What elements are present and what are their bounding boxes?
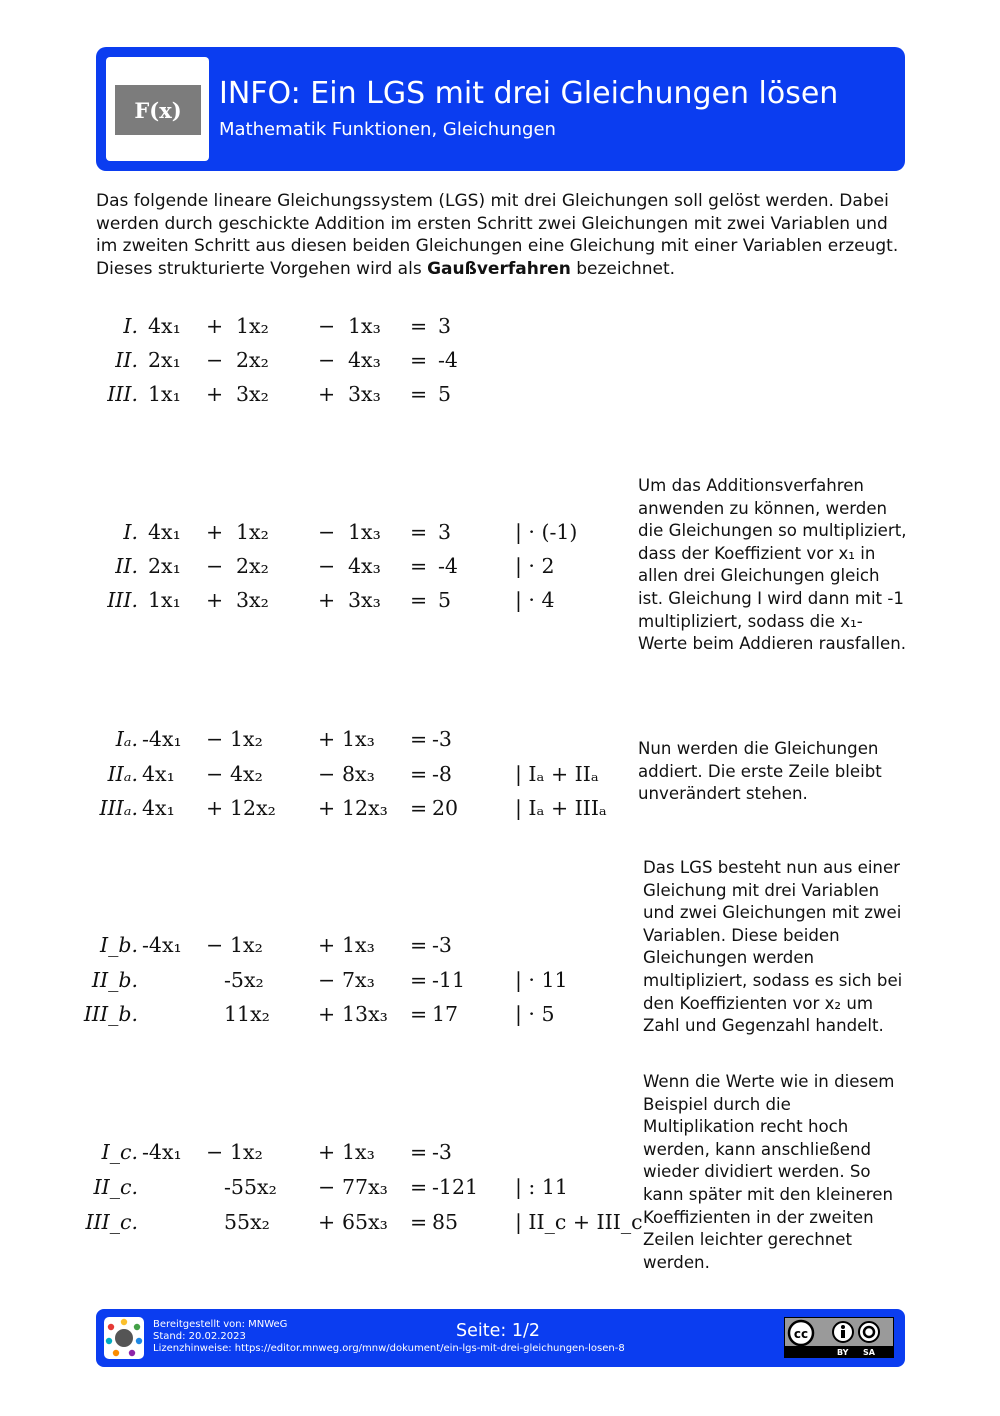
equation-label: I_b. bbox=[100, 933, 138, 957]
equation-label: II_c. bbox=[93, 1175, 138, 1199]
footer-provider: Bereitgestellt von: MNWeG bbox=[153, 1319, 288, 1330]
row-operation: | · (-1) bbox=[515, 520, 578, 544]
operator: − bbox=[206, 727, 224, 751]
equals-sign: = bbox=[410, 1002, 428, 1026]
term-x2: 1x₂ bbox=[236, 520, 269, 544]
equation-label: I. bbox=[123, 314, 138, 338]
term-x2: 2x₂ bbox=[236, 554, 269, 578]
equals-sign: = bbox=[410, 314, 428, 338]
row-operation: | Iₐ + IIₐ bbox=[515, 761, 599, 786]
term-x3: 3x₃ bbox=[348, 382, 381, 406]
equals-sign: = bbox=[410, 554, 428, 578]
right-hand-side: 3 bbox=[438, 520, 452, 544]
right-hand-side: 85 bbox=[432, 1210, 459, 1234]
equation-label: I_c. bbox=[101, 1140, 138, 1164]
operator: + bbox=[318, 1002, 336, 1026]
term-x2: 2x₂ bbox=[236, 348, 269, 372]
operator: − bbox=[318, 520, 336, 544]
operator: − bbox=[318, 314, 336, 338]
equation-label: III_b. bbox=[83, 1002, 138, 1026]
term-x1: 4x₁ bbox=[148, 314, 181, 338]
equation-label: III. bbox=[107, 382, 138, 406]
operator: + bbox=[206, 796, 224, 820]
operator: − bbox=[206, 1140, 224, 1164]
operator: − bbox=[318, 967, 336, 992]
equation-label: II_b. bbox=[91, 967, 138, 992]
explanation-note: Das LGS besteht nun aus einer Gleichung mit drei Variablen und zwei Gleichungen mit zwei Variablen. Diese beiden Gleichungen werden multipliziert, sodass es sich bei den Koeffizienten vor x₂ um Zahl und Gegenzahl handelt. bbox=[643, 858, 903, 1036]
term-x2: 11x₂ bbox=[224, 1002, 270, 1026]
row-operation: | : 11 bbox=[515, 1175, 568, 1199]
term-x3: 4x₃ bbox=[348, 554, 381, 578]
term-x3: 1x₃ bbox=[342, 727, 375, 751]
function-logo-icon: F(x) bbox=[115, 85, 201, 135]
equals-sign: = bbox=[410, 382, 428, 406]
term-x3: 8x₃ bbox=[342, 761, 375, 786]
term-x1: -4x₁ bbox=[142, 727, 182, 751]
term-x3: 12x₃ bbox=[342, 796, 388, 820]
footer-date: Stand: 20.02.2023 bbox=[153, 1331, 246, 1342]
right-hand-side: 3 bbox=[438, 314, 452, 338]
page-subtitle: Mathematik Funktionen, Gleichungen bbox=[219, 119, 556, 140]
term-x2: 12x₂ bbox=[230, 796, 276, 820]
term-x1: -4x₁ bbox=[142, 933, 182, 957]
equals-sign: = bbox=[410, 761, 428, 786]
term-x2: 1x₂ bbox=[230, 1140, 263, 1164]
intro-paragraph: Das folgende lineare Gleichungssystem (LGS) mit drei Gleichungen soll gelöst werden. Dabei werden durch geschickte Addition im ersten Schritt zwei Gleichungen mit zwei Variablen und im zweiten Schritt aus diesen beiden Gleichungen eine Gleichung mit einer Variablen erzeugt. Dieses strukturierte Vorgehen wird als Gaußverfahren bezeichnet. bbox=[96, 191, 899, 279]
row-operation: | Iₐ + IIIₐ bbox=[515, 796, 607, 820]
operator: − bbox=[206, 761, 224, 786]
term-x1: 1x₁ bbox=[148, 382, 181, 406]
term-x1: 1x₁ bbox=[148, 588, 181, 612]
equation-label: III. bbox=[107, 588, 138, 612]
term-x3: 1x₃ bbox=[342, 933, 375, 957]
footer-bar bbox=[96, 1309, 905, 1367]
gauss-term: Gaußverfahren bbox=[427, 258, 571, 279]
right-hand-side: -4 bbox=[438, 554, 458, 578]
equals-sign: = bbox=[410, 967, 428, 992]
operator: + bbox=[206, 588, 224, 612]
operator: + bbox=[318, 382, 336, 406]
equation-label: III_c. bbox=[85, 1210, 138, 1234]
operator: − bbox=[318, 554, 336, 578]
term-x2: 4x₂ bbox=[230, 761, 263, 786]
right-hand-side: -121 bbox=[432, 1175, 479, 1199]
operator: − bbox=[318, 1175, 336, 1199]
term-x3: 77x₃ bbox=[342, 1175, 388, 1199]
operator: + bbox=[206, 520, 224, 544]
term-x1: 2x₁ bbox=[148, 348, 181, 372]
page-number: Seite: 1/2 bbox=[456, 1321, 540, 1341]
right-hand-side: -11 bbox=[432, 967, 466, 992]
operator: + bbox=[318, 933, 336, 957]
row-operation: | · 2 bbox=[515, 554, 555, 578]
right-hand-side: -4 bbox=[438, 348, 458, 372]
equation-label: II. bbox=[115, 554, 138, 578]
term-x3: 1x₃ bbox=[348, 520, 381, 544]
equals-sign: = bbox=[410, 520, 428, 544]
right-hand-side: 17 bbox=[432, 1002, 459, 1026]
right-hand-side: -8 bbox=[432, 761, 452, 786]
term-x1: 4x₁ bbox=[142, 761, 175, 786]
explanation-note: Nun werden die Gleichungen addiert. Die erste Zeile bleibt unverändert stehen. bbox=[638, 739, 882, 804]
equation-label: II. bbox=[115, 348, 138, 372]
right-hand-side: -3 bbox=[432, 727, 452, 751]
svg-text:cc: cc bbox=[793, 1327, 809, 1341]
equals-sign: = bbox=[410, 1175, 428, 1199]
right-hand-side: -3 bbox=[432, 1140, 452, 1164]
equals-sign: = bbox=[410, 933, 428, 957]
operator: − bbox=[318, 348, 336, 372]
term-x2: 1x₂ bbox=[236, 314, 269, 338]
equation-label: I. bbox=[123, 520, 138, 544]
equation-label: IIIₐ. bbox=[99, 796, 138, 820]
explanation-note: Wenn die Werte wie in diesem Beispiel durch die Multiplikation recht hoch werden, kann anschließend wieder dividiert werden. So kann später mit den kleineren Koeffizienten in der zweiten Zeilen leichter gerechnet werden. bbox=[643, 1072, 895, 1272]
cc-by-sa-badge[interactable]: cc BY SA bbox=[784, 1317, 894, 1358]
equation-label: Iₐ. bbox=[115, 727, 138, 751]
explanation-note: Um das Additionsverfahren anwenden zu können, werden die Gleichungen so multipliziert, dass der Koeffizient vor x₁ in allen drei Gleichungen gleich ist. Gleichung I wird dann mit -1 multipliziert, sodass die x₁-Werte beim Addieren rausfallen. bbox=[638, 476, 907, 654]
equals-sign: = bbox=[410, 796, 428, 820]
operator: − bbox=[318, 761, 336, 786]
term-x3: 3x₃ bbox=[348, 588, 381, 612]
equals-sign: = bbox=[410, 588, 428, 612]
operator: + bbox=[318, 1210, 336, 1234]
operator: + bbox=[206, 314, 224, 338]
term-x2: -55x₂ bbox=[224, 1175, 277, 1199]
term-x1: 2x₁ bbox=[148, 554, 181, 578]
term-x2: 55x₂ bbox=[224, 1210, 270, 1234]
equals-sign: = bbox=[410, 1210, 428, 1234]
footer-license-link[interactable]: Lizenzhinweise: https://editor.mnweg.org/mnw/dokument/ein-lgs-mit-drei-gleichungen-losen-8 bbox=[153, 1343, 625, 1354]
row-operation: | · 5 bbox=[515, 1002, 555, 1026]
operator: − bbox=[206, 554, 224, 578]
equation-label: IIₐ. bbox=[107, 761, 138, 786]
term-x1: 4x₁ bbox=[148, 520, 181, 544]
mnweg-logo-icon bbox=[104, 1317, 144, 1359]
term-x3: 1x₃ bbox=[342, 1140, 375, 1164]
term-x3: 1x₃ bbox=[348, 314, 381, 338]
footer-info bbox=[153, 1319, 625, 1355]
header-banner bbox=[96, 47, 905, 171]
operator: − bbox=[206, 348, 224, 372]
row-operation: | II_c + III_c bbox=[515, 1210, 643, 1234]
page-title: INFO: Ein LGS mit drei Gleichungen lösen bbox=[219, 76, 839, 111]
logo bbox=[106, 57, 209, 161]
operator: + bbox=[206, 382, 224, 406]
term-x2: 3x₂ bbox=[236, 588, 269, 612]
equals-sign: = bbox=[410, 1140, 428, 1164]
term-x2: 1x₂ bbox=[230, 727, 263, 751]
right-hand-side: 20 bbox=[432, 796, 459, 820]
equals-sign: = bbox=[410, 727, 428, 751]
term-x3: 4x₃ bbox=[348, 348, 381, 372]
right-hand-side: 5 bbox=[438, 588, 452, 612]
right-hand-side: 5 bbox=[438, 382, 452, 406]
term-x1: 4x₁ bbox=[142, 796, 175, 820]
term-x1: -4x₁ bbox=[142, 1140, 182, 1164]
term-x2: -5x₂ bbox=[224, 967, 264, 992]
term-x2: 3x₂ bbox=[236, 382, 269, 406]
operator: + bbox=[318, 588, 336, 612]
operator: + bbox=[318, 1140, 336, 1164]
term-x3: 65x₃ bbox=[342, 1210, 388, 1234]
row-operation: | · 11 bbox=[515, 967, 568, 992]
term-x3: 13x₃ bbox=[342, 1002, 388, 1026]
right-hand-side: -3 bbox=[432, 933, 452, 957]
term-x2: 1x₂ bbox=[230, 933, 263, 957]
row-operation: | · 4 bbox=[515, 588, 555, 612]
equals-sign: = bbox=[410, 348, 428, 372]
operator: − bbox=[206, 933, 224, 957]
operator: + bbox=[318, 796, 336, 820]
operator: + bbox=[318, 727, 336, 751]
term-x3: 7x₃ bbox=[342, 967, 375, 992]
